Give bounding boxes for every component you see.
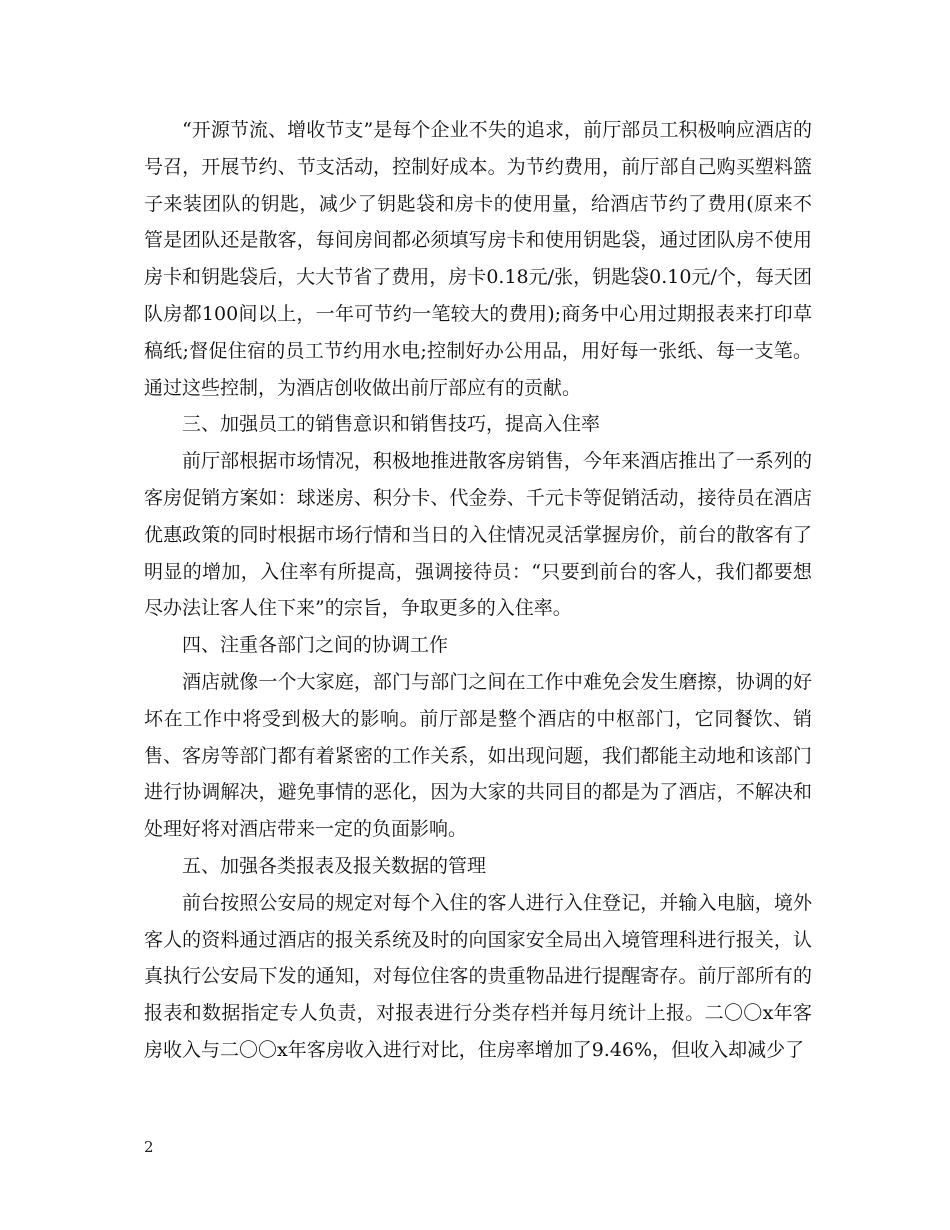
paragraph-reports: 前台按照公安局的规定对每个入住的客人进行入住登记，并输入电脑，境外客人的资料通过酒店的报关系统及时的向国家安全局出入境管理科进行报关，认真执行公安局下发的通知，对每位住客的贵重物品进行提醒寄存。前厅部所有的报表和数据指定专人负责，对报表进行分类存档并每月统计上报。二〇〇x年客房收入与二〇〇x年客房收入进行对比，住房率增加了9.46%，但收入却减少了 — [144, 891, 812, 1061]
paragraph-coordination: 酒店就像一个大家庭，部门与部门之间在工作中难免会发生磨擦，协调的好坏在工作中将受到极大的影响。前厅部是整个酒店的中枢部门，它同餐饮、销售、客房等部门都有着紧密的工作关系，如出现问题，我们都能主动地和该部门进行协调解决，避免事情的恶化，因为大家的共同目的都是为了酒店，不解决和处理好将对酒店带来一定的负面影响。 — [144, 670, 812, 841]
section-heading-sales: 三、加强员工的销售意识和销售技巧，提高入住率 — [182, 413, 601, 436]
section-heading-coordination: 四、注重各部门之间的协调工作 — [182, 634, 449, 657]
page-number: 2 — [144, 1138, 154, 1156]
section-heading-reports: 五、加强各类报表及报关数据的管理 — [182, 854, 487, 877]
paragraph-sales: 前厅部根据市场情况，积极地推进散客房销售，今年来酒店推出了一系列的客房促销方案如：球迷房、积分卡、代金券、千元卡等促销活动，接待员在酒店优惠政策的同时根据市场行情和当日的入住情况灵活掌握房价，前台的散客有了明显的增加，入住率有所提高，强调接待员：“只要到前台的客人，我们都要想尽办法让客人住下来”的宗旨，争取更多的入住率。 — [144, 450, 812, 620]
document-body — [144, 112, 812, 1069]
paragraph-cost-saving: “开源节流、增收节支”是每个企业不失的追求，前厅部员工积极响应酒店的号召，开展节约、节支活动，控制好成本。为节约费用，前厅部自己购买塑料篮子来装团队的钥匙，减少了钥匙袋和房卡的使用量，给酒店节约了费用(原来不管是团队还是散客，每间房间都必须填写房卡和使用钥匙袋，通过团队房不使用房卡和钥匙袋后，大大节省了费用，房卡0.18元/张，钥匙袋0.10元/个，每天团队房都100间以上，一年可节约一笔较大的费用);商务中心用过期报表来打印草稿纸;督促住宿的员工节约用水电;控制好办公用品，用好每一张纸、每一支笔。通过这些控制，为酒店创收做出前厅部应有的贡献。 — [144, 119, 812, 399]
